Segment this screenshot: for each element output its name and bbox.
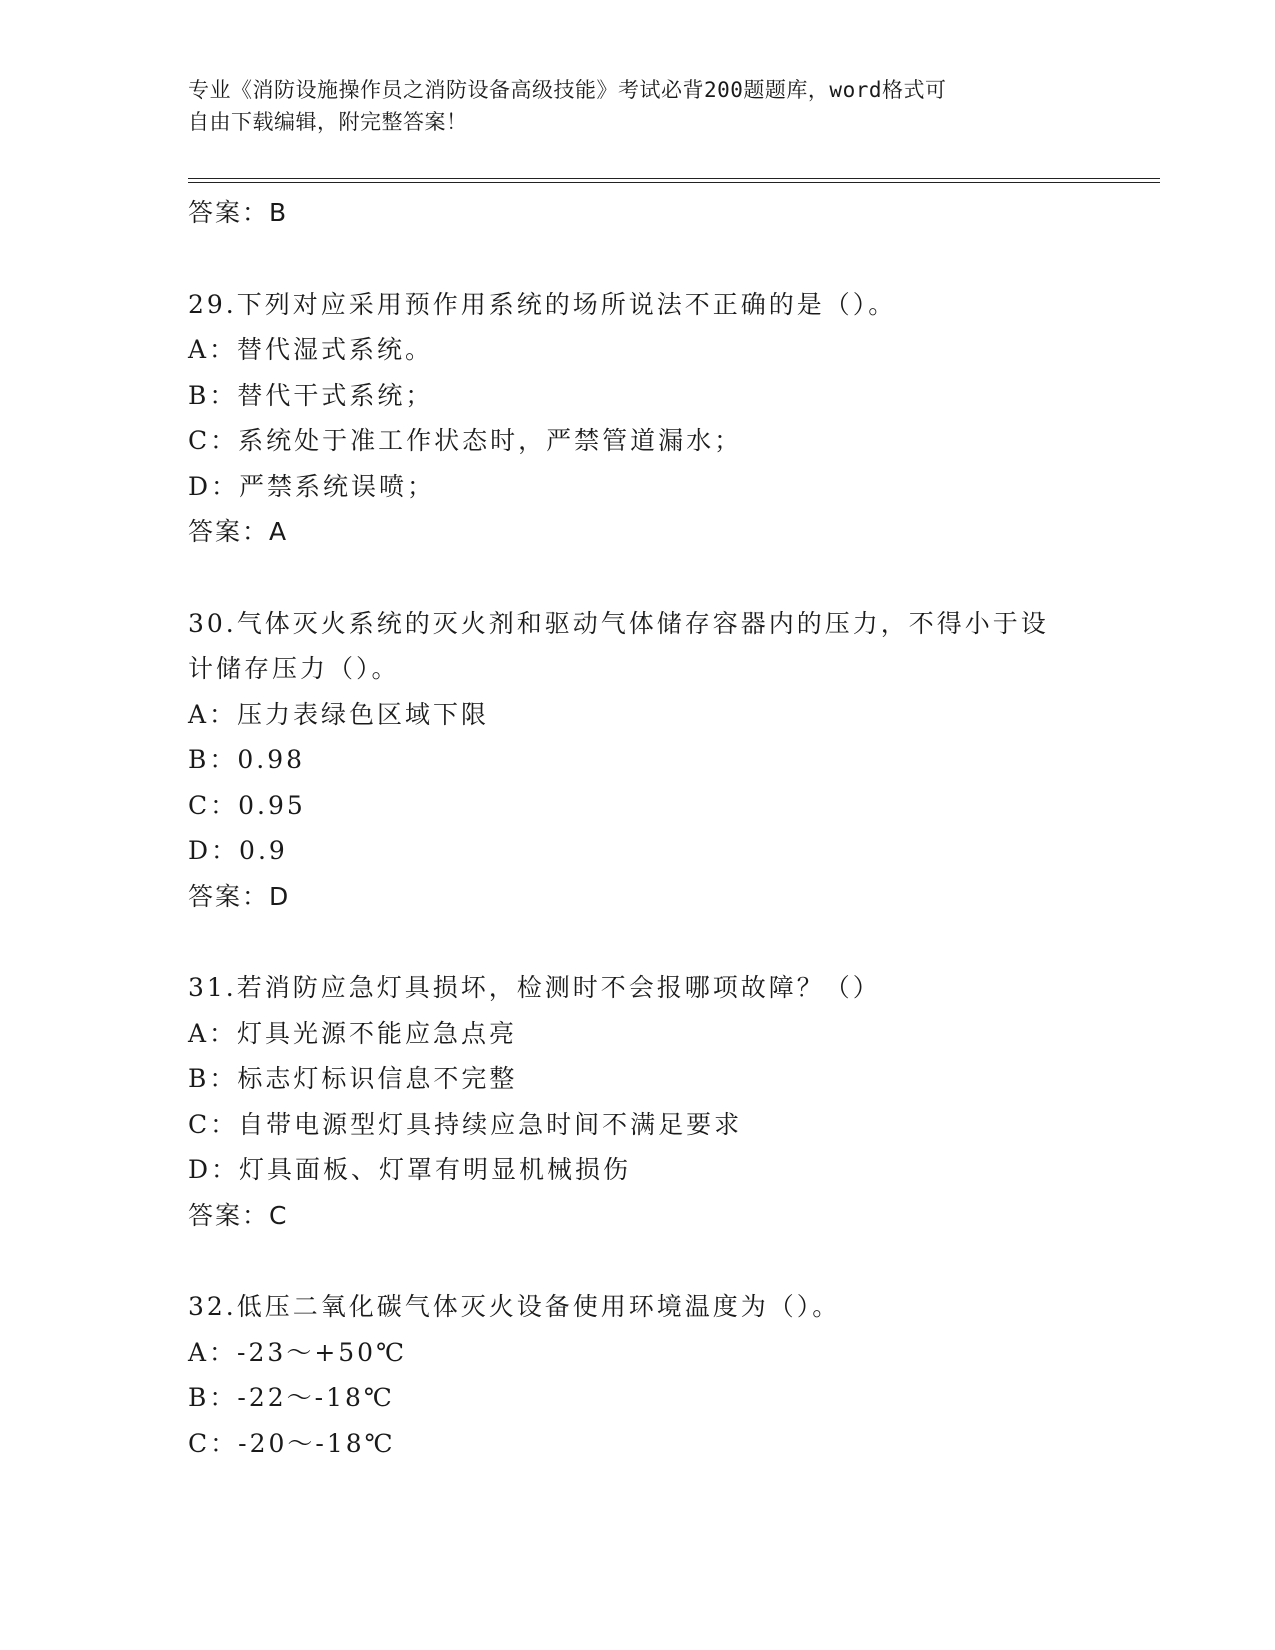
option-d: D：严禁系统误喷； bbox=[188, 471, 436, 501]
header-line-2: 自由下载编辑，附完整答案！ bbox=[188, 110, 468, 134]
question-block bbox=[188, 601, 1088, 920]
page-header bbox=[188, 74, 1068, 138]
question-stem-continued: 计储存压力（）。 bbox=[188, 654, 400, 683]
option-b: B：标志灯标识信息不完整 bbox=[188, 1064, 518, 1093]
spacer bbox=[188, 555, 1088, 601]
answer-line: 答案：B bbox=[188, 198, 289, 227]
option-b: B：替代干式系统； bbox=[188, 380, 434, 410]
option-c: C：系统处于准工作状态时，严禁管道漏水； bbox=[188, 426, 743, 455]
question-stem: 29.下列对应采用预作用系统的场所说法不正确的是（）。 bbox=[188, 289, 897, 319]
option-d: D：0.9 bbox=[188, 836, 288, 865]
question-block bbox=[188, 965, 1088, 1238]
answer-line: 答案：A bbox=[188, 517, 289, 546]
option-c: C：0.95 bbox=[188, 790, 306, 820]
question-stem: 31.若消防应急灯具损坏，检测时不会报哪项故障？（） bbox=[188, 973, 881, 1002]
option-a: A：-23～+50℃ bbox=[188, 1337, 408, 1367]
option-b: B：0.98 bbox=[188, 745, 306, 774]
option-a: A：灯具光源不能应急点亮 bbox=[188, 1018, 518, 1048]
spacer bbox=[188, 919, 1088, 965]
option-d: D：灯具面板、灯罩有明显机械损伤 bbox=[188, 1155, 632, 1184]
answer-line: 答案：D bbox=[188, 881, 291, 911]
option-c: C：自带电源型灯具持续应急时间不满足要求 bbox=[188, 1109, 743, 1139]
document-body bbox=[188, 190, 1088, 1466]
header-divider bbox=[188, 178, 1160, 183]
spacer bbox=[188, 236, 1088, 282]
question-block bbox=[188, 282, 1088, 555]
answer-line: 答案：C bbox=[188, 1200, 289, 1230]
question-block bbox=[188, 1284, 1088, 1466]
question-stem: 32.低压二氧化碳气体灭火设备使用环境温度为（）。 bbox=[188, 1292, 841, 1321]
question-stem: 30.气体灭火系统的灭火剂和驱动气体储存容器内的压力，不得小于设 bbox=[188, 608, 1049, 638]
option-a: A：替代湿式系统。 bbox=[188, 335, 434, 364]
spacer bbox=[188, 1238, 1088, 1284]
option-c: C：-20～-18℃ bbox=[188, 1428, 396, 1458]
option-b: B：-22～-18℃ bbox=[188, 1383, 395, 1412]
option-a: A：压力表绿色区域下限 bbox=[188, 699, 490, 729]
header-line-1: 专业《消防设施操作员之消防设备高级技能》考试必背200题题库，word格式可 bbox=[188, 78, 947, 102]
